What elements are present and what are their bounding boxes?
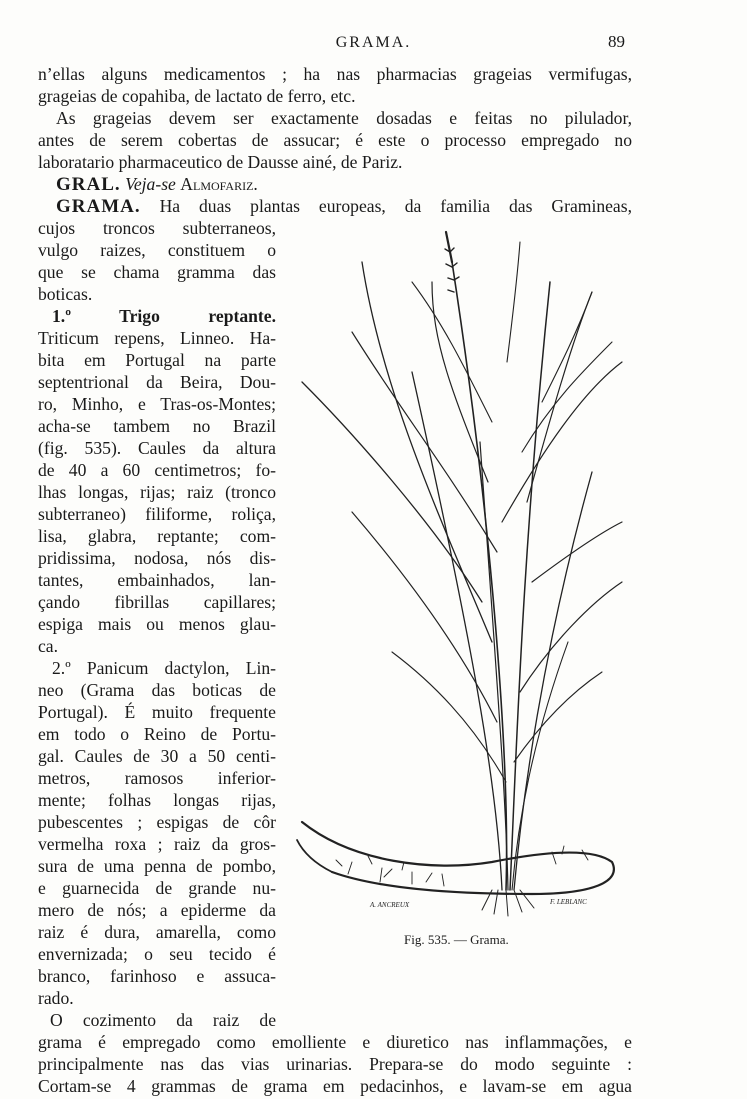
column-line: çando fibrillas capillares; (38, 592, 276, 612)
column-line: espiga mais ou menos glau- (38, 614, 276, 634)
subheading-panicum: 2.º Panicum dactylon, Lin- (52, 658, 276, 678)
column-line: vulgo raizes, constituem o (38, 240, 276, 260)
subheading-trigo-reptante: 1.º Trigo reptante. (52, 306, 276, 326)
column-line: envernizada; o seu tecido é (38, 944, 276, 964)
text-line: O cozimento da raiz de (50, 1010, 276, 1030)
column-line: e guarnecida de grande nu- (38, 878, 276, 898)
see-reference: Veja-se (125, 174, 176, 194)
column-line: que se chama gramma das (38, 262, 276, 282)
text-line: n’ellas alguns medicamentos ; ha nas pharmacias grageias vermifugas, (38, 64, 632, 84)
column-line: Portugal). É muito frequente (38, 702, 276, 722)
column-line: septentrional da Beira, Dou- (38, 372, 276, 392)
column-line: gal. Caules de 30 a 50 centi- (38, 746, 276, 766)
column-line: em todo o Reino de Portu- (38, 724, 276, 744)
column-line: pridissima, nodosa, nós dis- (38, 548, 276, 568)
column-line: boticas. (38, 284, 93, 304)
text-line: laboratario pharmaceutico de Dausse ainé, de Pariz. (38, 152, 403, 172)
column-line: de 40 a 60 centimetros; fo- (38, 460, 276, 480)
text-line: grama é empregado como emolliente e diuretico nas inflammações, e (38, 1032, 632, 1052)
text-line: antes de serem cobertas de assucar; é este o processo empregado no (38, 130, 632, 150)
column-line: acha-se tambem no Brazil (38, 416, 276, 436)
column-line: mero de nós; a epiderme da (38, 900, 276, 920)
column-line: lhas longas, rijas; raiz (tronco (38, 482, 276, 502)
column-line: raiz é dura, amarella, como (38, 922, 276, 942)
entry-term: GRAMA. (56, 196, 141, 217)
grass-drawing (292, 222, 627, 928)
text-line: Cortam-se 4 grammas de grama em pedacinhos, e lavam-se em agua (38, 1076, 632, 1096)
column-line: subterraneo) filiforme, roliça, (38, 504, 276, 524)
column-line: mente; folhas longas rijas, (38, 790, 276, 810)
cross-reference: Almofariz. (180, 174, 258, 194)
column-line: sura de uma penna de pombo, (38, 856, 276, 876)
page-number: 89 (608, 32, 625, 51)
text-run: Ha duas plantas europeas, da familia das Gramineas, (159, 196, 632, 216)
column-line: lisa, glabra, reptante; com- (38, 526, 276, 546)
column-line: cujos troncos subterraneos, (38, 218, 276, 238)
column-line: tantes, embainhados, lan- (38, 570, 276, 590)
column-line: Triticum repens, Linneo. Ha- (38, 328, 276, 348)
text-line: As grageias devem ser exactamente dosadas e feitas no pilulador, (56, 108, 632, 128)
text-line: grageias de copahiba, de lactato de ferro, etc. (38, 86, 356, 106)
column-line: neo (Grama das boticas de (38, 680, 276, 700)
text-line: principalmente nas das vias urinarias. Prepara-se do modo seguinte : (38, 1054, 632, 1074)
column-line: branco, farinhoso e assuca- (38, 966, 276, 986)
column-line: metros, ramosos inferior- (38, 768, 276, 788)
entry-term: GRAL. (56, 174, 121, 195)
column-line: ro, Minho, e Tras-os-Montes; (38, 394, 276, 414)
column-line: vermelha roxa ; raiz da gros- (38, 834, 276, 854)
figure-caption: Fig. 535. — Grama. (404, 932, 509, 947)
grass-illustration (292, 222, 627, 928)
column-line: pubescentes ; espigas de côr (38, 812, 276, 832)
running-head: GRAMA. (335, 34, 412, 51)
column-line: rado. (38, 988, 74, 1008)
artist-signature: A. ANCREUX (370, 901, 410, 909)
column-line: (fig. 535). Caules da altura (38, 438, 276, 458)
column-line: ca. (38, 636, 59, 656)
entry-gral (56, 173, 632, 196)
column-line: bita em Portugal na parte (38, 350, 276, 370)
engraver-signature: F. LEBLANC (550, 898, 587, 906)
entry-grama (56, 195, 632, 218)
